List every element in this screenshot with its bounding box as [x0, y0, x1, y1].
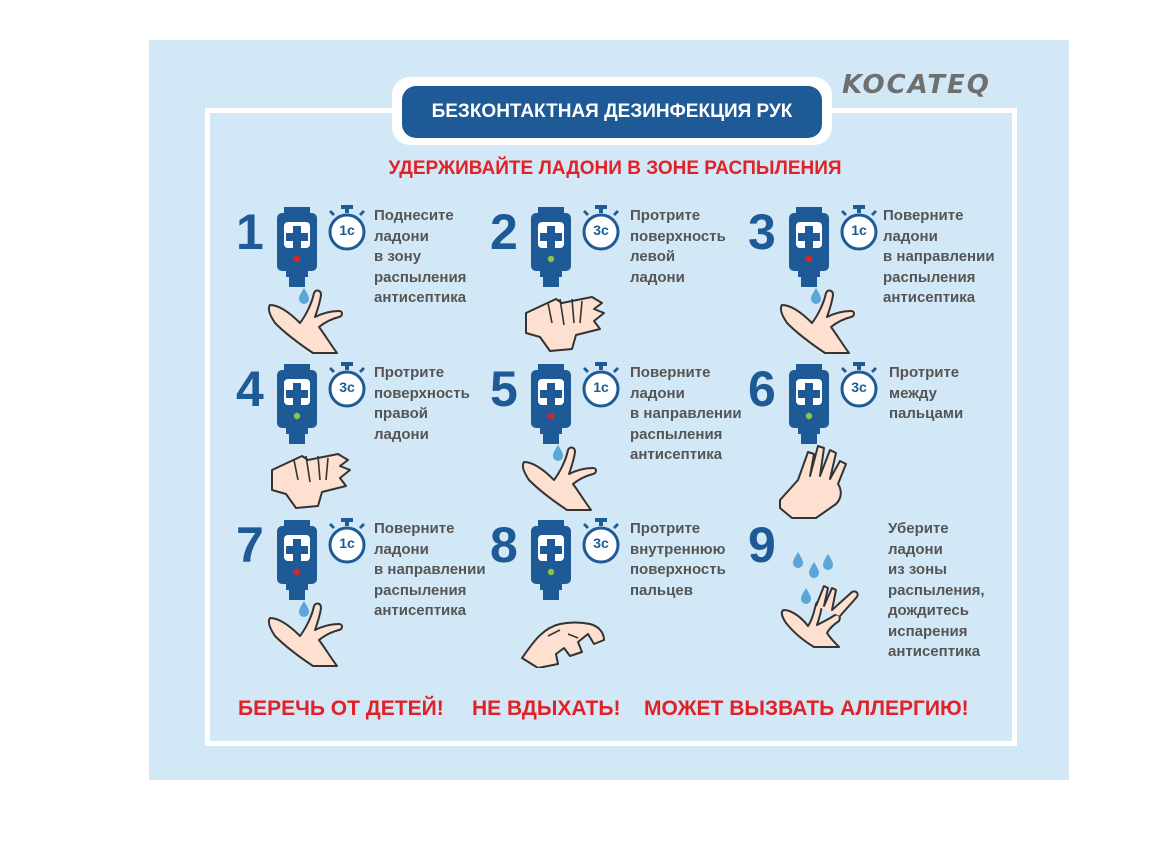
- timer-label: 1с: [851, 222, 867, 238]
- step-instruction: Уберите ладони из зоны распыления, дождитесь испарения антисептика: [888, 520, 985, 660]
- stopwatch-icon: [838, 205, 880, 256]
- timer-label: 1с: [593, 379, 609, 395]
- stopwatch-icon: [326, 205, 368, 256]
- rubbing-hands-icon: [518, 283, 608, 368]
- stopwatch-icon: [580, 518, 622, 569]
- step-number: 5: [490, 361, 518, 417]
- warning-allergy: МОЖЕТ ВЫЗВАТЬ АЛЛЕРГИЮ!: [644, 697, 969, 720]
- step-number: 1: [236, 204, 264, 260]
- stopwatch-icon: [326, 362, 368, 413]
- rubbing-hands-icon: [264, 440, 354, 525]
- step-number: 4: [236, 361, 264, 417]
- step-instruction: Протрите между пальцами: [889, 364, 964, 422]
- step-instruction: Поверните ладони в направлении распыления антисептика: [630, 364, 742, 463]
- step-instruction: Протрите внутреннюю поверхность пальцев: [630, 520, 726, 599]
- stopwatch-icon: [580, 205, 622, 256]
- fingertips-rub-icon: [518, 596, 610, 673]
- warning-inhale: НЕ ВДЫХАТЬ!: [472, 697, 621, 720]
- step-number: 6: [748, 361, 776, 417]
- step-number: 9: [748, 517, 776, 573]
- brand-logo: KOCATEQ: [842, 70, 991, 100]
- warnings-row: [238, 697, 998, 727]
- step-number: 3: [748, 204, 776, 260]
- step-number: 7: [236, 517, 264, 573]
- open-palms-drop-icon: [518, 440, 608, 520]
- interlaced-fingers-icon: [776, 440, 866, 527]
- timer-label: 3с: [851, 379, 867, 395]
- poster-subtitle: УДЕРЖИВАЙТЕ ЛАДОНИ В ЗОНЕ РАСПЫЛЕНИЯ: [388, 158, 842, 179]
- timer-label: 3с: [593, 222, 609, 238]
- step-instruction: Поверните ладони в направлении распыления антисептика: [883, 207, 995, 306]
- poster-title: БЕЗКОНТАКТНАЯ ДЕЗИНФЕКЦИЯ РУК: [402, 86, 822, 138]
- open-palms-drop-icon: [264, 283, 354, 363]
- warning-children: БЕРЕЧЬ ОТ ДЕТЕЙ!: [238, 697, 444, 720]
- step-instruction: Протрите поверхность левой ладони: [630, 207, 726, 286]
- step-instruction: Протрите поверхность правой ладони: [374, 364, 470, 443]
- timer-label: 3с: [339, 379, 355, 395]
- timer-label: 3с: [593, 535, 609, 551]
- stopwatch-icon: [326, 518, 368, 569]
- stopwatch-icon: [580, 362, 622, 413]
- step-number: 2: [490, 204, 518, 260]
- step-instruction: Поверните ладони в направлении распыления антисептика: [374, 520, 486, 619]
- timer-label: 1с: [339, 222, 355, 238]
- open-palms-drop-icon: [264, 596, 354, 676]
- stopwatch-icon: [838, 362, 880, 413]
- open-palms-drop-icon: [776, 283, 866, 363]
- step-instruction: Поднесите ладони в зону распыления антисептика: [374, 207, 467, 306]
- step-number: 8: [490, 517, 518, 573]
- timer-label: 1с: [339, 535, 355, 551]
- evaporating-hands-icon: [778, 548, 870, 653]
